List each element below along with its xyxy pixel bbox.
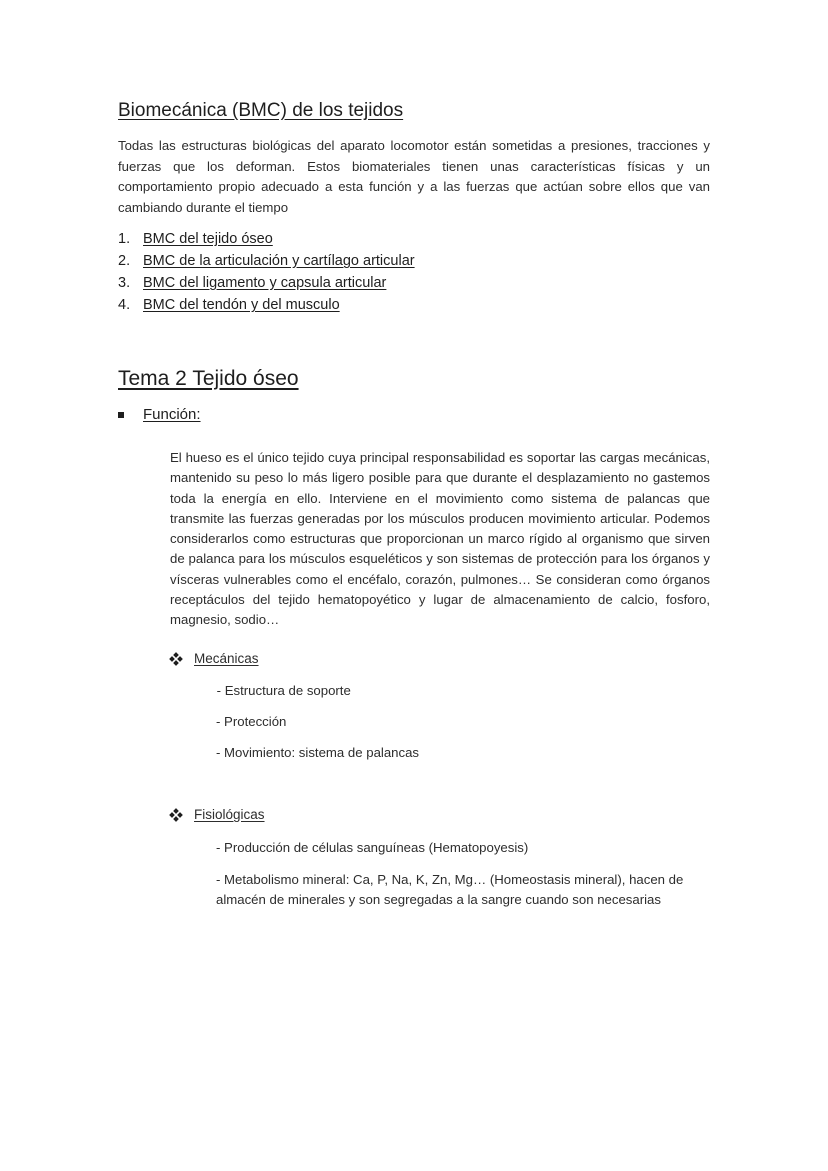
funcion-label: Función:	[143, 406, 201, 423]
toc-link-ligamento[interactable]: BMC del ligamento y capsula articular	[143, 275, 387, 291]
mecanicas-item: - Protección	[216, 714, 287, 729]
toc-link-tendon[interactable]: BMC del tendón y del musculo	[143, 297, 340, 313]
fisiologicas-item: - Metabolismo mineral: Ca, P, Na, K, Zn, Mg… (Homeostasis mineral), hacen de almacén de minerales y son segregadas a la sangre cuando son necesarias	[216, 872, 684, 908]
toc-number: 3.	[118, 275, 131, 291]
diamond-bullet-icon	[170, 653, 182, 665]
toc-number: 1.	[118, 231, 131, 247]
toc-item[interactable]	[118, 250, 415, 272]
square-bullet-icon	[118, 412, 124, 418]
fisiologicas-item: - Producción de células sanguíneas (Hematopoyesis)	[216, 840, 529, 855]
toc-number: 4.	[118, 297, 131, 313]
toc-item[interactable]	[118, 228, 415, 250]
mecanicas-item: - Movimiento: sistema de palancas	[216, 745, 420, 760]
toc-link-articulacion[interactable]: BMC de la articulación y cartílago articular	[143, 253, 415, 269]
funcion-heading	[118, 406, 201, 423]
section-title: Biomecánica (BMC) de los tejidos	[118, 100, 404, 121]
mecanicas-heading	[170, 651, 259, 666]
toc-item[interactable]	[118, 272, 415, 294]
fisiologicas-label: Fisiológicas	[194, 807, 265, 822]
intro-paragraph: Todas las estructuras biológicas del aparato locomotor están sometidas a presiones, tracciones y fuerzas que los deforman. Estos biomateriales tienen unas características físicas y un comportamiento propio adecuado a esta función y a las fuerzas que actúan sobre ellos que van cambiando durante el tiempo	[118, 138, 710, 215]
table-of-contents	[118, 228, 415, 316]
funcion-paragraph: El hueso es el único tejido cuya principal responsabilidad es soportar las cargas mecánicas, mantenido su peso lo más ligero posible para que durante el desplazamiento no gastemos toda la energía en ello. Interviene en el movimiento como sistema de palancas que transmite las fuerzas generadas por los músculos producen movimiento articular. Podemos considerarlos como estructuras que proporcionan un marco rígido al organismo que sirven de palanca para los músculos esqueléticos y son sistemas de protección para los órganos y vísceras vulnerables como el encéfalo, corazón, pulmones… Se consideran como órganos receptáculos del tejido hematopoyético y lugar de almacenamiento de calcio, fosforo, magnesio, sodio…	[170, 450, 710, 628]
toc-link-tejido-oseo[interactable]: BMC del tejido óseo	[143, 231, 273, 247]
toc-number: 2.	[118, 253, 131, 269]
mecanicas-item: - Estructura de soporte	[213, 683, 351, 698]
topic-title: Tema 2 Tejido óseo	[118, 367, 299, 390]
mecanicas-label: Mecánicas	[194, 651, 259, 666]
fisiologicas-heading	[170, 807, 265, 822]
toc-item[interactable]	[118, 294, 415, 316]
diamond-bullet-icon	[170, 809, 182, 821]
